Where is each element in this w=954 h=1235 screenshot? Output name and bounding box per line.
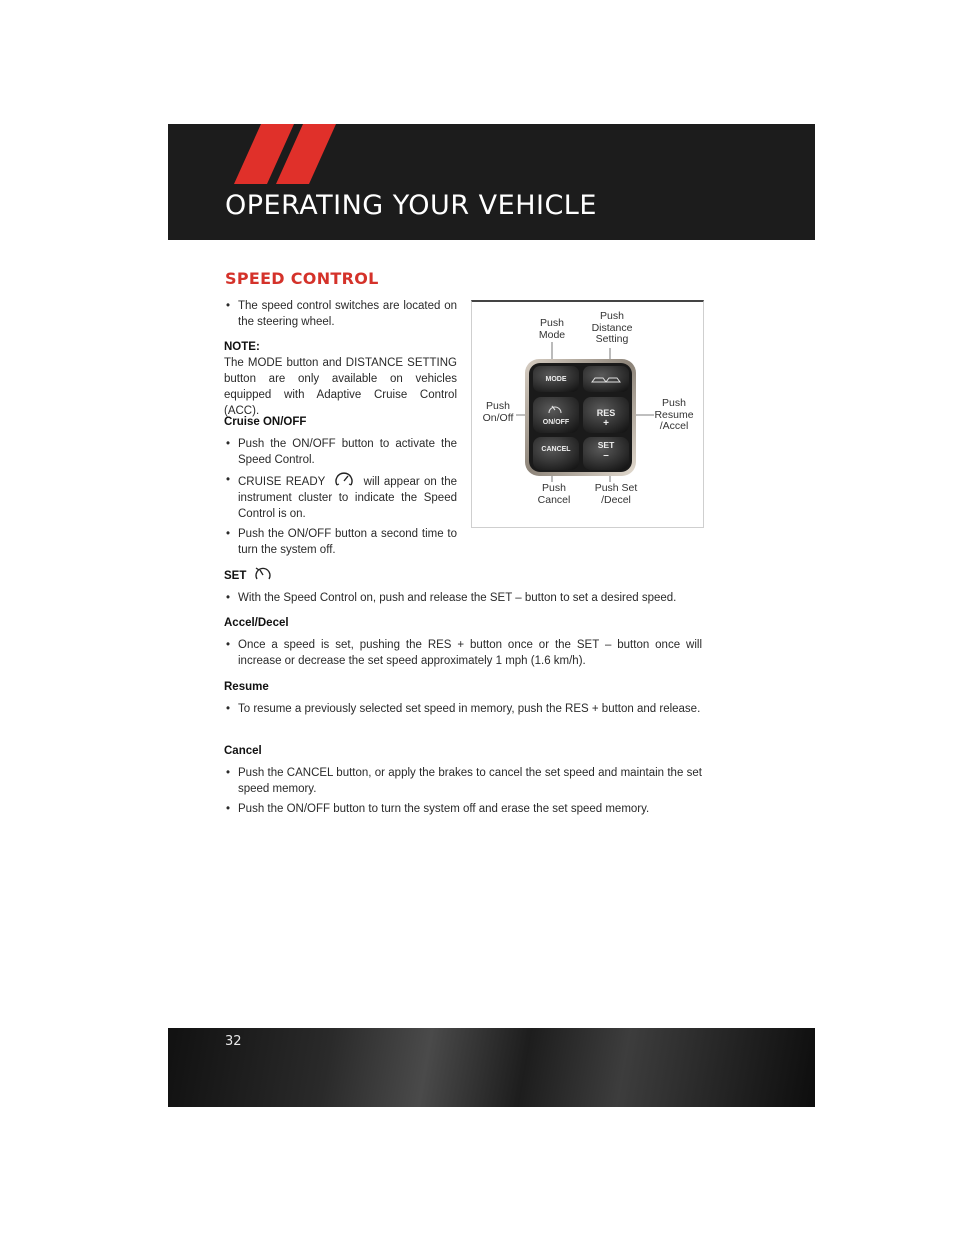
label-push-onoff: Push On/Off xyxy=(482,400,514,424)
cruise-heading: Cruise ON/OFF xyxy=(224,416,307,428)
list-item: • To resume a previously selected set speed in memory, push the RES + button and release. xyxy=(224,701,702,717)
distance-button-shape xyxy=(583,366,629,392)
res-button-label: RES xyxy=(596,408,616,418)
cruise-ready-label: CRUISE READY xyxy=(238,476,326,488)
note-label: NOTE: xyxy=(224,341,260,353)
set-heading: SET xyxy=(224,570,247,582)
cancel-button-label: CANCEL xyxy=(541,446,571,453)
speedometer-icon xyxy=(333,472,355,488)
resume-heading: Resume xyxy=(224,681,269,693)
list-item: • Push the CANCEL button, or apply the brakes to cancel the set speed and maintain the set speed memory. xyxy=(224,765,702,797)
set-block xyxy=(224,566,702,610)
note-block xyxy=(224,339,457,419)
accel-heading: Accel/Decel xyxy=(224,617,289,629)
set-heading-row xyxy=(224,566,702,584)
note-text: The MODE button and DISTANCE SETTING button are only available on vehicles equipped with Adaptive Cruise Control (ACC). xyxy=(224,357,457,417)
cancel-heading: Cancel xyxy=(224,745,262,757)
cruise-block xyxy=(224,414,457,562)
page-footer xyxy=(168,1028,815,1107)
list-item xyxy=(224,472,457,522)
set-speed-icon xyxy=(254,566,272,582)
mode-button-label: MODE xyxy=(545,376,567,383)
page-header xyxy=(168,124,815,240)
label-push-cancel: Push Cancel xyxy=(537,482,571,506)
list-item: • Push the ON/OFF button to turn the system off and erase the set speed memory. xyxy=(224,801,702,817)
brand-stripes-icon xyxy=(216,124,356,184)
list-item: • With the Speed Control on, push and release the SET – button to set a desired speed. xyxy=(224,590,702,606)
onoff-button-label: ON/OFF xyxy=(542,419,570,426)
set-button-label: SET xyxy=(597,440,615,450)
page-title: OPERATING YOUR VEHICLE xyxy=(225,190,597,221)
label-push-set: Push Set /Decel xyxy=(594,482,638,506)
set-button-sign: – xyxy=(603,450,609,461)
page-number: 32 xyxy=(225,1034,242,1049)
list-item: • Push the ON/OFF button a second time to turn the system off. xyxy=(224,526,457,558)
cancel-block xyxy=(224,743,702,821)
list-item: • Once a speed is set, pushing the RES + button once or the SET – button once will increase or decrease the set speed approximately 1 mph (1.6 km/h). xyxy=(224,637,702,669)
label-push-distance: Push Distance Setting xyxy=(591,310,633,345)
intro-block xyxy=(224,298,457,334)
list-item: • Push the ON/OFF button to activate the Speed Control. xyxy=(224,436,457,468)
label-push-resume: Push Resume /Accel xyxy=(654,397,694,432)
accel-block xyxy=(224,615,702,673)
steering-controls-figure xyxy=(471,300,704,528)
list-item: • The speed control switches are located on the steering wheel. xyxy=(224,298,457,330)
resume-block xyxy=(224,679,702,721)
label-push-mode: Push Mode xyxy=(538,317,566,341)
cruise-ready-text: will appear on the instrument cluster to indicate the Speed Control is on. xyxy=(238,476,457,520)
section-title: SPEED CONTROL xyxy=(225,269,379,288)
res-button-sign: + xyxy=(603,418,609,429)
